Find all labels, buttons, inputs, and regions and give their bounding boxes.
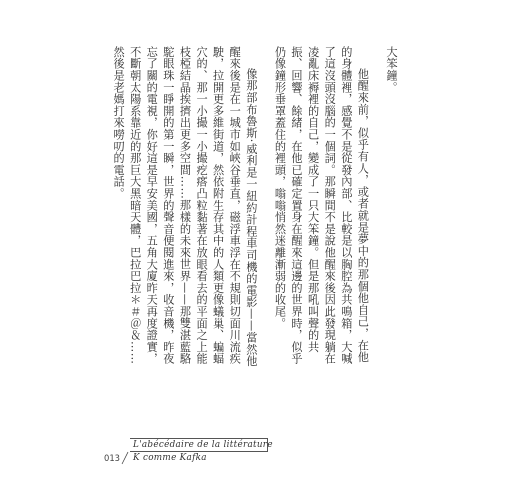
page-number: 013 bbox=[104, 453, 120, 463]
paragraph: 像那部布魯斯·威利是一紐約計程車司機的電影——當然他醒來後是在一城市如峽谷垂直，磁浮車浮在不規則切面川流疾駛，拉開更多維街道，然依附生存其中的人類更像蟻巢、蝙蝠穴的、那一小撮一小撮疙瘩凸粒黏著在放眼看去的平面之上能枝椏結晶挨擠出更多空間……那樣的未來世界——那雙湛藍駱駝眼珠一睜開的第一瞬，世界的聲音便閱進來，收音機，昨夜忘了關的電視，你好這是早安美國，五角大廈昨天再度證實，不斷朝太陽系靠近的那巨大黑暗天體，巴拉巴拉＊＃＠＆……然後是老媽打來嘮叨的電話。 bbox=[112, 46, 258, 368]
body-text bbox=[110, 46, 400, 368]
paragraph-gap bbox=[370, 46, 382, 368]
paragraph-gap bbox=[259, 46, 271, 368]
paragraph: 他醒來前，似乎有人，或者就是夢中的那個他自己，在他的身體裡，感覺不是從發內部、比較是以胸腔為共鳴箱，大喊了這沒頭沒腦的一個詞。那瞬間不是說他醒來後因此發現躺在凌亂床褥裡的自己，變成了一只大笨鐘。但是那吼叫聲的共振、回響、餘緒，在他已確定置身在醒來這邊的世界時，似乎仍像鐘形垂罩蓋住的裡頭，嗡嗡悄然迷離漸弱的收尾。 bbox=[273, 46, 370, 365]
paragraph-heading: 大笨鐘。 bbox=[385, 46, 398, 94]
running-footer-title: L'abécédaire de la littérature bbox=[130, 438, 268, 452]
slash-separator-icon bbox=[120, 450, 130, 466]
running-footer-section: K comme Kafka bbox=[133, 453, 207, 463]
